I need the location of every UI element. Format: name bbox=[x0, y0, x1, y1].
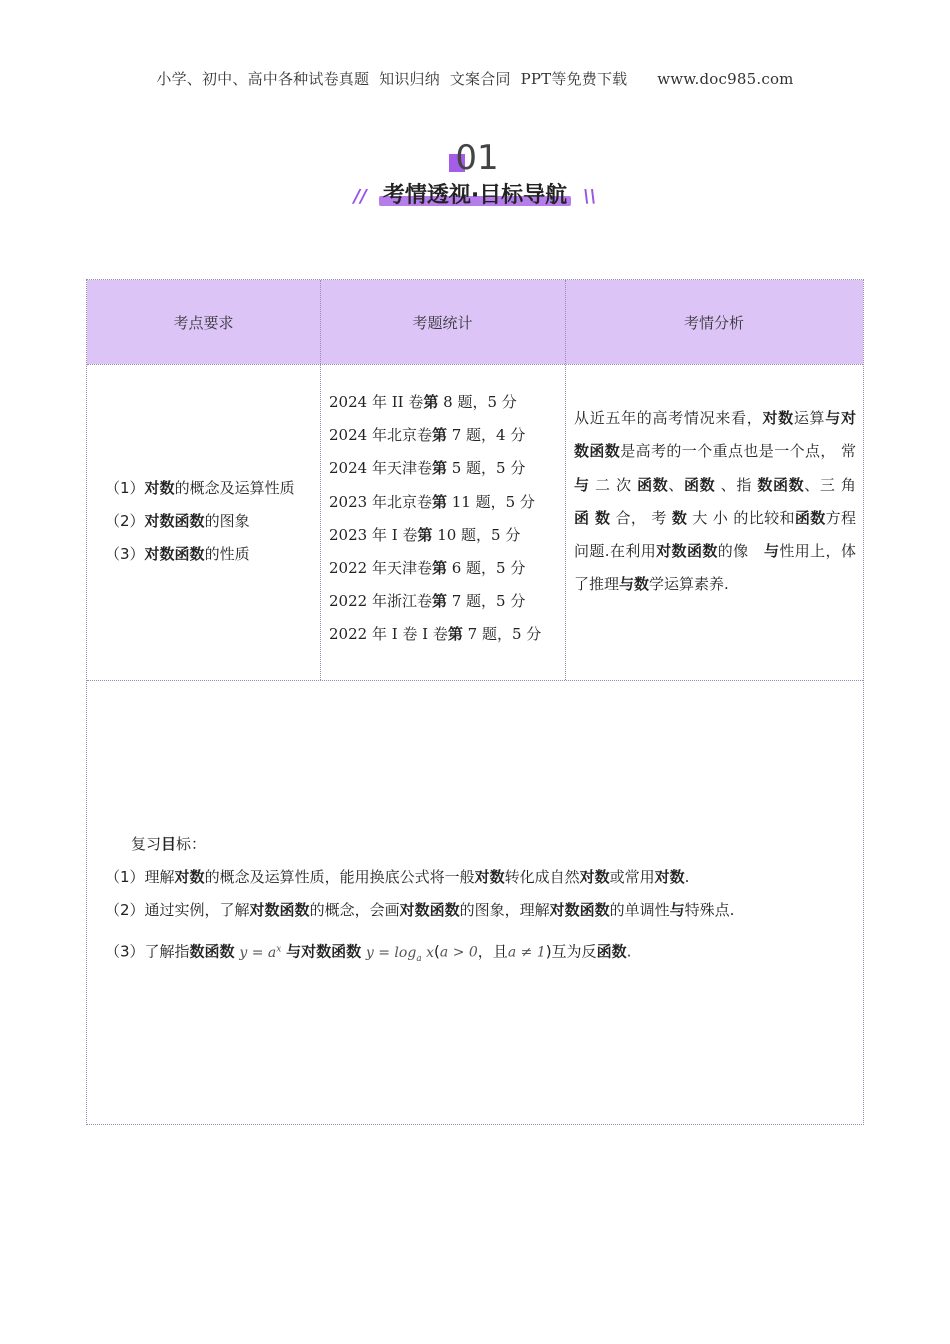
review-goals bbox=[105, 827, 734, 975]
list-item: 2024 年 II 卷第 8 题，5 分 bbox=[329, 393, 517, 411]
list-item: 2024 年北京卷第 7 题，4 分 bbox=[329, 426, 526, 445]
page-header bbox=[0, 68, 950, 89]
section-title: // 考情透视·目标导航 \\ bbox=[353, 183, 597, 208]
list-item: （3）对数函数的性质 bbox=[105, 545, 250, 563]
section-number: 01 bbox=[0, 138, 950, 178]
math-logarithm: $y = \log_a x$ bbox=[365, 944, 435, 964]
list-item: 2023 年北京卷第 11 题，5 分 bbox=[329, 492, 535, 511]
header-analysis: 考情分析 bbox=[683, 313, 744, 332]
analysis-text: 从近五年的高考情况来看，对数运算与对数函数是高考的一个重点也是一个点， 常 与 二 次 函数、函数 、指 数函数、三 角 函 数 合， 考 数 大 小 的比较和函数方程问题.在利用对数函数的像 与性用上，体了推理与数学运算素养. bbox=[574, 409, 856, 594]
math-condition: a ≠ 1 bbox=[507, 944, 546, 961]
math-condition: a > 0 bbox=[439, 944, 478, 961]
right-slash-decoration: \\ bbox=[583, 186, 597, 207]
list-item: 2022 年浙江卷第 7 题，5 分 bbox=[329, 592, 526, 611]
left-slash-decoration: // bbox=[353, 186, 367, 207]
requirements-list bbox=[105, 472, 295, 571]
header-requirements: 考点要求 bbox=[173, 313, 234, 332]
header-statistics: 考题统计 bbox=[412, 313, 473, 332]
math-exponential: $y = a^x$ bbox=[239, 944, 282, 961]
column-divider bbox=[565, 280, 566, 680]
list-item: 2022 年天津卷第 6 题，5 分 bbox=[329, 559, 526, 578]
row-divider bbox=[87, 364, 863, 365]
goals-title: 复习目标： bbox=[131, 835, 207, 853]
list-item: 2024 年天津卷第 5 题，5 分 bbox=[329, 459, 526, 478]
column-divider bbox=[320, 280, 321, 680]
list-item: （1）对数的概念及运算性质 bbox=[105, 479, 295, 497]
header-url[interactable]: www.doc985.com bbox=[657, 70, 794, 88]
goal-item: （1）理解对数的概念及运算性质，能用换底公式将一般对数转化成自然对数或常用对数. bbox=[105, 868, 690, 886]
row-divider bbox=[87, 680, 863, 681]
goal-item: （2）通过实例，了解对数函数的概念，会画对数函数的图象，理解对数函数的单调性与特殊点. bbox=[105, 901, 735, 919]
list-item: 2023 年 I 卷第 10 题，5 分 bbox=[329, 525, 521, 544]
statistics-list bbox=[329, 386, 541, 652]
goal-item: （3）了解指数函数 $y = a^x$ 与对数函数 $y = \log_a x(a > 0$，且a ≠ 1)互为反函数. bbox=[105, 942, 632, 964]
list-item: （2）对数函数的图象 bbox=[105, 512, 250, 530]
exam-analysis-table bbox=[86, 279, 864, 1125]
list-item: 2022 年 I 卷 I 卷第 7 题，5 分 bbox=[329, 625, 542, 644]
header-text: 小学、初中、高中各种试卷真题 知识归纳 文案合同 PPT等免费下载 bbox=[156, 70, 628, 88]
